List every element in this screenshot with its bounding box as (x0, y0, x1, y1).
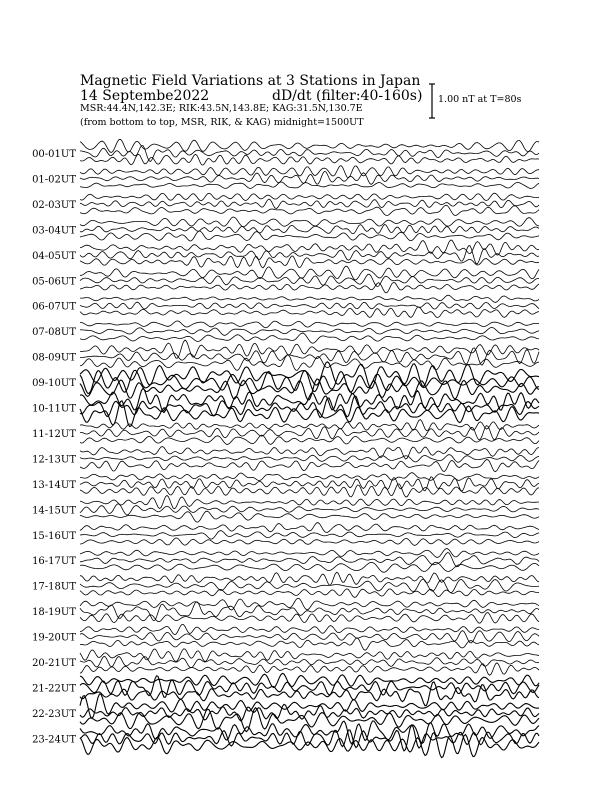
row-label: 02-03UT (32, 199, 76, 211)
trace-kag-row-7 (80, 321, 539, 328)
row-label-group (32, 149, 76, 745)
row-label: 05-06UT (32, 276, 76, 288)
trace-msr-row-14 (80, 511, 539, 522)
row-label: 17-18UT (32, 581, 76, 593)
trace-kag-row-4 (80, 240, 539, 255)
trace-rik-row-5 (80, 274, 539, 286)
trace-group (80, 139, 539, 757)
row-label: 19-20UT (32, 632, 76, 644)
trace-msr-row-7 (80, 333, 539, 343)
trace-kag-row-2 (80, 193, 539, 201)
trace-kag-row-18 (80, 598, 539, 610)
trace-kag-row-21 (80, 673, 539, 687)
trace-rik-row-4 (80, 246, 539, 264)
trace-msr-row-18 (80, 613, 539, 624)
trace-kag-row-16 (80, 549, 539, 558)
row-label: 23-24UT (32, 734, 76, 746)
chart-title: Magnetic Field Variations at 3 Stations in Japan (80, 73, 421, 89)
trace-kag-row-14 (80, 495, 539, 508)
trace-kag-row-3 (80, 217, 539, 227)
trace-kag-row-5 (80, 266, 539, 280)
trace-msr-row-16 (80, 562, 539, 572)
trace-msr-row-10 (80, 401, 539, 427)
row-label: 21-22UT (32, 683, 76, 695)
row-label: 01-02UT (32, 174, 76, 186)
station-order-note: (from bottom to top, MSR, RIK, & KAG) midnight=1500UT (80, 117, 364, 128)
trace-msr-row-12 (80, 460, 539, 472)
row-label: 14-15UT (32, 505, 76, 517)
trace-msr-row-6 (80, 307, 539, 318)
row-label: 13-14UT (32, 479, 76, 491)
trace-rik-row-6 (80, 302, 539, 309)
trace-msr-row-11 (80, 435, 539, 444)
trace-rik-row-3 (80, 225, 539, 234)
trace-msr-row-15 (80, 538, 539, 546)
trace-kag-row-15 (80, 523, 539, 533)
row-label: 10-11UT (32, 403, 76, 415)
row-label: 20-21UT (32, 658, 76, 669)
trace-msr-row-3 (80, 231, 539, 241)
row-label: 07-08UT (32, 327, 76, 339)
trace-rik-row-14 (80, 504, 539, 515)
trace-kag-row-1 (80, 166, 539, 178)
row-label: 15-16UT (32, 530, 76, 542)
trace-rik-row-2 (80, 199, 539, 208)
scale-bar-label: 1.00 nT at T=80s (438, 94, 522, 105)
row-label: 04-05UT (32, 250, 76, 262)
row-label: 11-12UT (32, 428, 76, 440)
row-label: 06-07UT (32, 301, 76, 313)
trace-msr-row-19 (80, 638, 539, 650)
trace-kag-row-9 (80, 362, 539, 389)
trace-msr-row-21 (80, 682, 539, 706)
trace-kag-row-6 (80, 295, 539, 302)
trace-kag-row-20 (80, 649, 539, 662)
trace-msr-row-17 (80, 589, 539, 598)
row-label: 03-04UT (32, 225, 76, 237)
chart-date: 14 Septembe2022 (80, 88, 210, 104)
trace-msr-row-23 (80, 733, 539, 758)
row-label: 00-01UT (32, 149, 76, 160)
trace-kag-row-17 (80, 572, 539, 585)
row-label: 12-13UT (32, 454, 76, 466)
trace-rik-row-12 (80, 455, 539, 463)
row-label: 08-09UT (32, 352, 76, 364)
trace-rik-row-18 (80, 602, 539, 621)
chart-quantity: dD/dt (filter:40-160s) (272, 88, 423, 104)
trace-msr-row-2 (80, 205, 539, 215)
trace-msr-row-5 (80, 282, 539, 293)
station-coordinates: MSR:44.4N,142.3E; RIK:43.5N,143.8E; KAG:31.5N,130.7E (80, 103, 363, 114)
row-label: 09-10UT (32, 378, 76, 390)
trace-rik-row-15 (80, 531, 539, 539)
trace-msr-row-1 (80, 182, 539, 189)
trace-msr-row-20 (80, 663, 539, 675)
row-label: 18-19UT (32, 607, 76, 619)
trace-rik-row-17 (80, 579, 539, 593)
row-label: 22-23UT (32, 708, 76, 720)
row-label: 16-17UT (32, 556, 76, 568)
trace-msr-row-13 (80, 484, 539, 497)
scale-bar (429, 84, 435, 118)
trace-msr-row-4 (80, 256, 539, 268)
trace-rik-row-7 (80, 328, 539, 336)
